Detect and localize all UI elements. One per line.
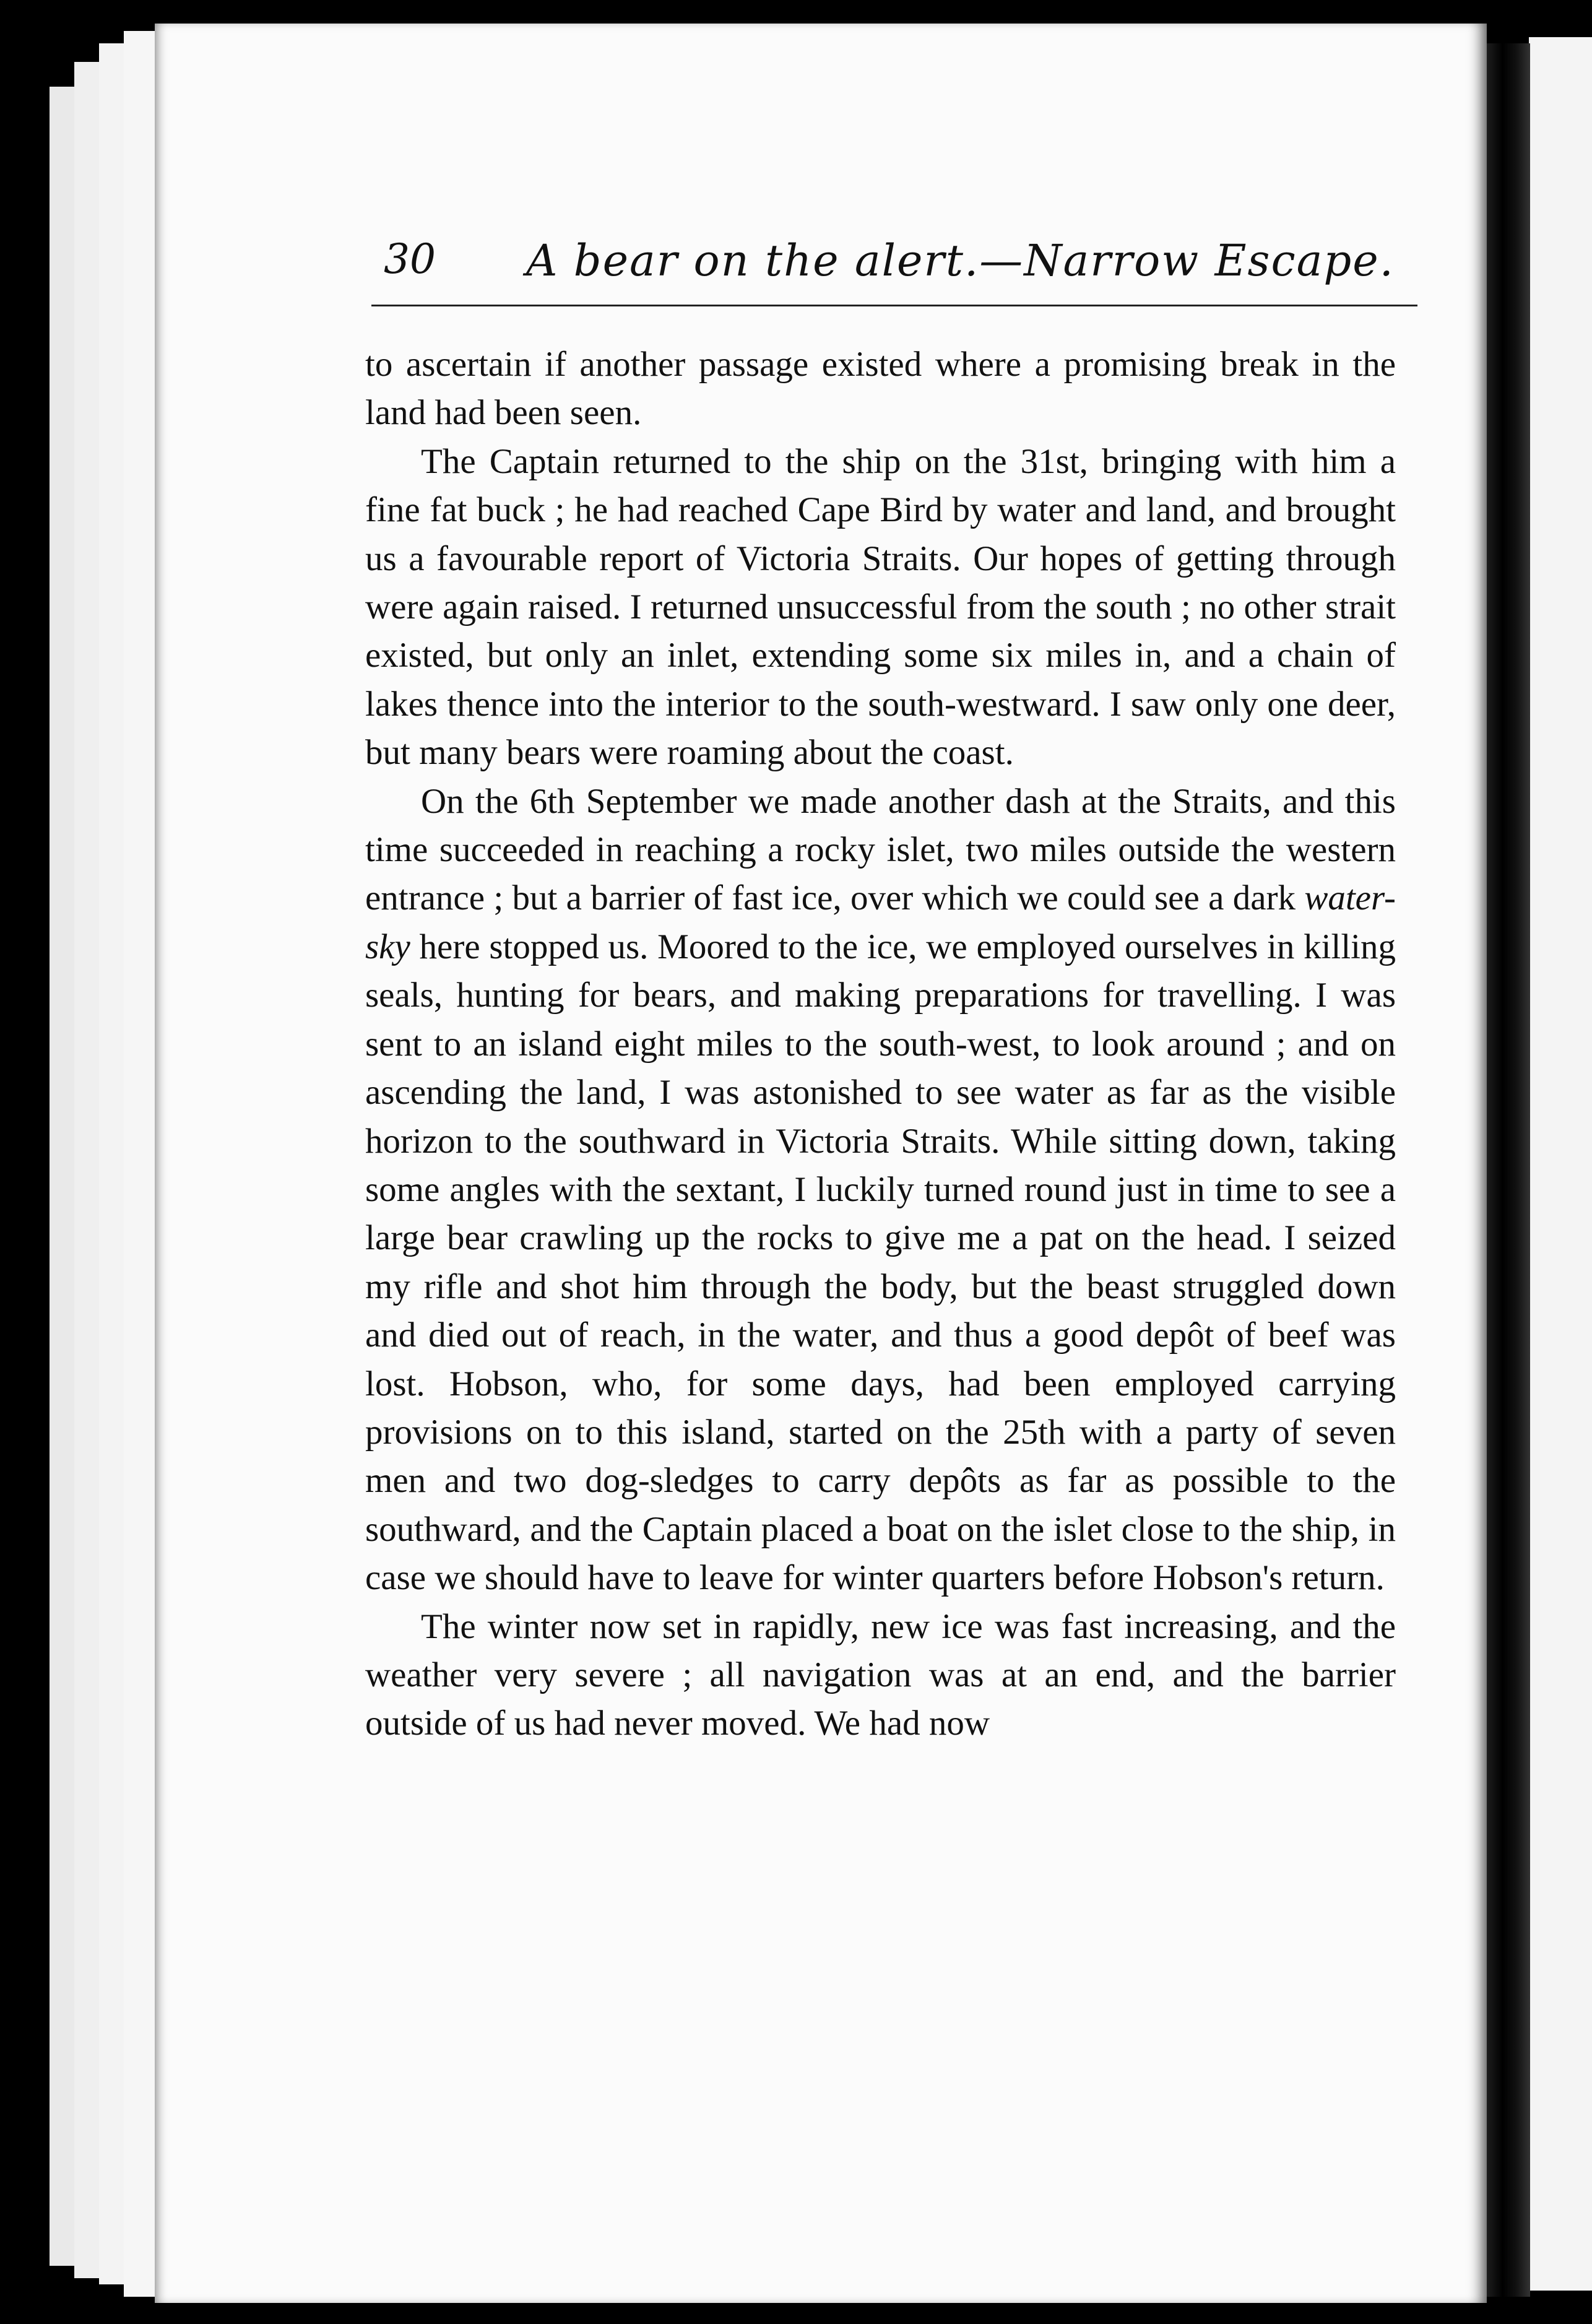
paragraph-3: [365, 778, 1396, 1603]
paragraph-3-end: here stopped us. Moored to the ice, we employed ourselves in killing seals, hunting for bears, and making preparations for travelling. I was sent to an island eight miles to the south-west, to look around ; and on ascending the land, I was astonished to see water as far as the visible horizon to the southward in Victoria Straits. While sitting down, taking some angles with the sextant, I luckily turned round just in time to see a large bear crawling up the rocks to give me a pat on the head. I seized my rifle and shot him through the body, but the beast struggled down and died out of reach, in the water, and thus a good depôt of beef was lost. Hobson, who, for some days, had been employed carrying provisions on to this island, started on the 25th with a party of seven men and two dog-sledges to carry depôts as far as possible to the southward, and the Captain placed a boat on the islet close to the ship, in case we should have to leave for winter quarters before Hobson's return.: [365, 927, 1396, 1598]
facing-page-edge: [1529, 37, 1592, 2291]
running-head-title: A bear on the alert.—Narrow Escape.: [526, 235, 1395, 286]
body-text: [365, 340, 1396, 1748]
paragraph-4: The winter now set in rapidly, new ice was fast increasing, and the weather very severe ; all navigation was at an end, and the barrier outside of us had never moved. We had now: [365, 1606, 1396, 1743]
book-gutter: [1484, 43, 1530, 2297]
running-head: [384, 235, 1430, 291]
paragraph-3-start: On the 6th September we made another dash at the Straits, and this time succeeded in reaching a rocky islet, two miles outside the western entrance ; but a barrier of fast ice, over which we could see a dark: [365, 781, 1396, 918]
header-rule: [371, 305, 1417, 306]
paragraph-2: The Captain returned to the ship on the 31st, bringing with him a fine fat buck ; he had reached Cape Bird by water and land, and brought us a favourable report of Victoria Straits. Our hopes of getting through were again raised. I returned unsuccessful from the south ; no other strait existed, but only an inlet, extending some six miles in, and a chain of lakes thence into the interior to the south-westward. I saw only one deer, but many bears were roaming about the coast.: [365, 441, 1396, 773]
paragraph-1: to ascertain if another passage existed where a promising break in the land had been seen.: [365, 345, 1396, 433]
page-number: 30: [384, 235, 436, 283]
italic-term: water-sky: [365, 878, 1396, 966]
